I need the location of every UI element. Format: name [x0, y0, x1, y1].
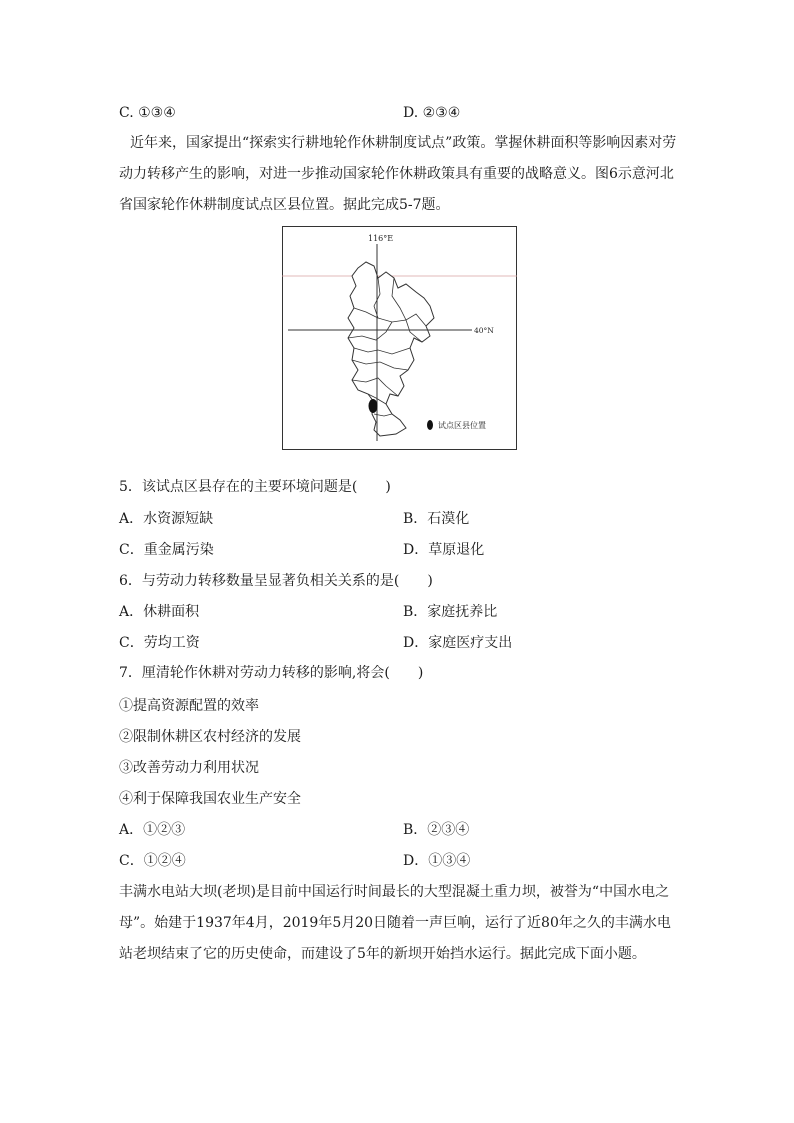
legend-label: 试点区县位置	[438, 421, 486, 430]
q7-option-b: B．②③④	[403, 822, 470, 838]
q7-option-c: C．①②④	[119, 853, 186, 869]
q7-item-2: ②限制休耕区农村经济的发展	[119, 729, 301, 745]
hebei-map	[282, 226, 517, 450]
prev-option-d: D. ②③④	[403, 105, 461, 121]
q7-item-4: ④利于保障我国农业生产安全	[119, 791, 301, 807]
q5-option-c: C．重金属污染	[119, 542, 214, 558]
q5-stem: 5．该试点区县存在的主要环境问题是( )	[119, 479, 391, 495]
q7-item-3: ③改善劳动力利用状况	[119, 760, 259, 776]
q7-stem: 7．厘清轮作休耕对劳动力转移的影响,将会( )	[119, 665, 424, 681]
q6-option-d: D．家庭医疗支出	[403, 635, 513, 651]
longitude-label: 116°E	[368, 234, 394, 243]
q5-option-b: B．石漠化	[403, 511, 470, 527]
pilot-county-marker	[369, 399, 378, 413]
q6-option-b: B．家庭抚养比	[403, 604, 498, 620]
legend-marker-icon	[427, 420, 433, 430]
q6-option-c: C．劳均工资	[119, 635, 200, 651]
latitude-label: 40°N	[474, 326, 494, 335]
hebei-pilot-map-figure	[282, 226, 517, 450]
q5-option-d: D．草原退化	[403, 542, 485, 558]
q6-stem: 6．与劳动力转移数量呈显著负相关关系的是( )	[119, 573, 433, 589]
q5-option-a: A．水资源短缺	[119, 511, 214, 527]
q6-option-a: A．休耕面积	[119, 604, 200, 620]
q7-option-a: A．①②③	[119, 822, 186, 838]
prev-option-c: C. ①③④	[119, 105, 176, 121]
q7-option-d: D．①③④	[403, 853, 471, 869]
fengman-paragraph: 丰满水电站大坝(老坝)是目前中国运行时间最长的大型混凝土重力坝，被誉为“中国水电之母”。始建于1937年4月，2019年5月20日随着一声巨响，运行了近80年之久的丰满水电站老坝结束了它的历史使命，而建设了5年的新坝开始挡水运行。据此完成下面小题。	[119, 884, 671, 962]
q7-item-1: ①提高资源配置的效率	[119, 698, 259, 714]
intro-paragraph: 近年来，国家提出“探索实行耕地轮作休耕制度试点”政策。掌握休耕面积等影响因素对劳动力转移产生的影响，对进一步推动国家轮作休耕政策具有重要的战略意义。图6示意河北省国家轮作休耕制度试点区县位置。据此完成5-7题。	[119, 135, 677, 213]
